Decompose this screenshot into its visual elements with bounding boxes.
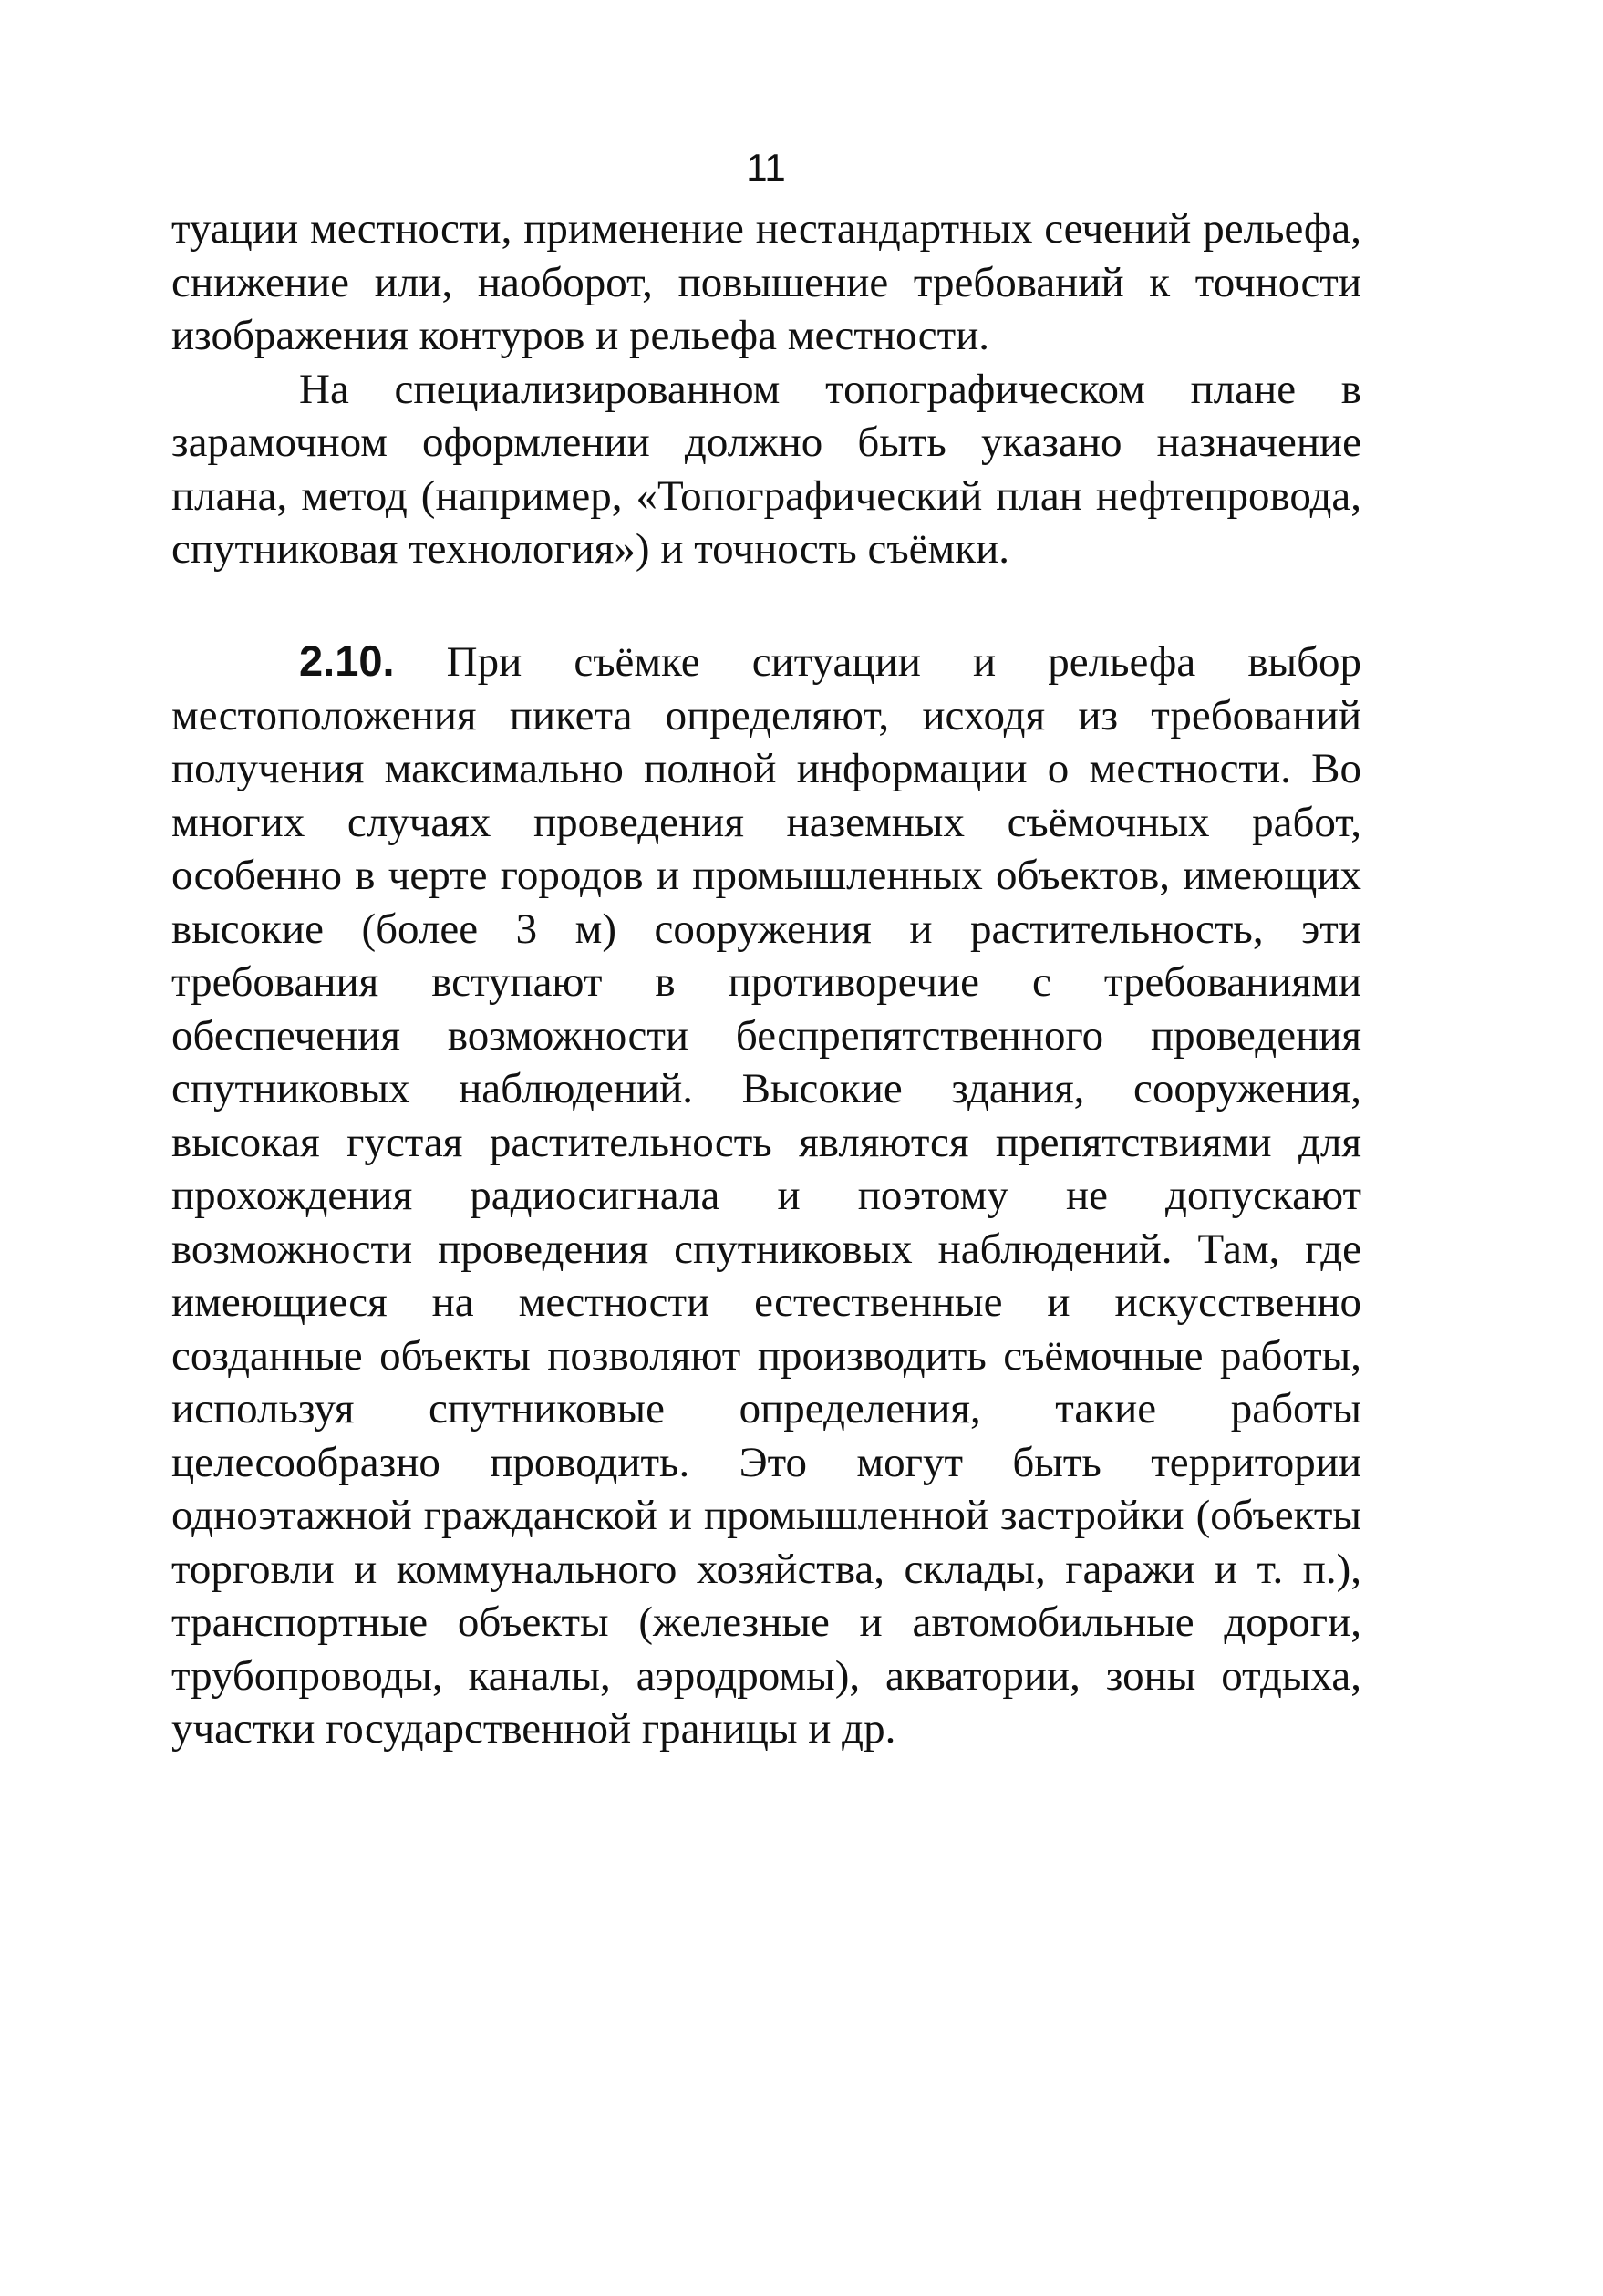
- section-paragraph: [171, 635, 1361, 1756]
- text-block-intro: [171, 202, 1361, 576]
- paragraph-continuation: туации местности, применение нестандартных сечений рельефа, снижение или, наоборот, повышение требований к точности изображения контуров и рельефа местности.: [171, 205, 1361, 359]
- section-text: При съёмке ситуации и рельефа выбор местоположения пикета определяют, исходя из требований получения максимально полной информации о местности. Во многих случаях проведения наземных съёмочных работ, особенно в черте городов и промышленных объектов, имеющих высокие (более 3 м) сооружения и растительность, эти требования вступают в противоречие с требованиями обеспечения возможности беспрепятственного проведения спутниковых наблюдений. Высокие здания, сооружения, высокая густая растительность являются препятствиями для прохождения радиосигнала и поэтому не допускают возможности проведения спутниковых наблюдений. Там, где имеющиеся на местности естественные и искусственно созданные объекты позволяют производить съёмочные работы, используя спутниковые определения, такие работы целесообразно проводить. Это могут быть территории одноэтажной гражданской и промышленной застройки (объекты торговли и коммунального хозяйства, склады, гаражи и т. п.), транспортные объекты (железные и автомобильные дороги, трубопроводы, каналы, аэродромы), акватории, зоны отдыха, участки государственной границы и др.: [171, 638, 1362, 1753]
- section-number: 2.10.: [299, 636, 395, 685]
- page-number: 11: [746, 146, 786, 189]
- paragraph-plan-design: На специализированном топографическом плане в зарамочном оформлении должно быть указано назначение плана, метод (например, «Топографический план нефтепровода, спутниковая технология») и точность съёмки.: [171, 365, 1361, 573]
- section-2-10: [171, 635, 1361, 1756]
